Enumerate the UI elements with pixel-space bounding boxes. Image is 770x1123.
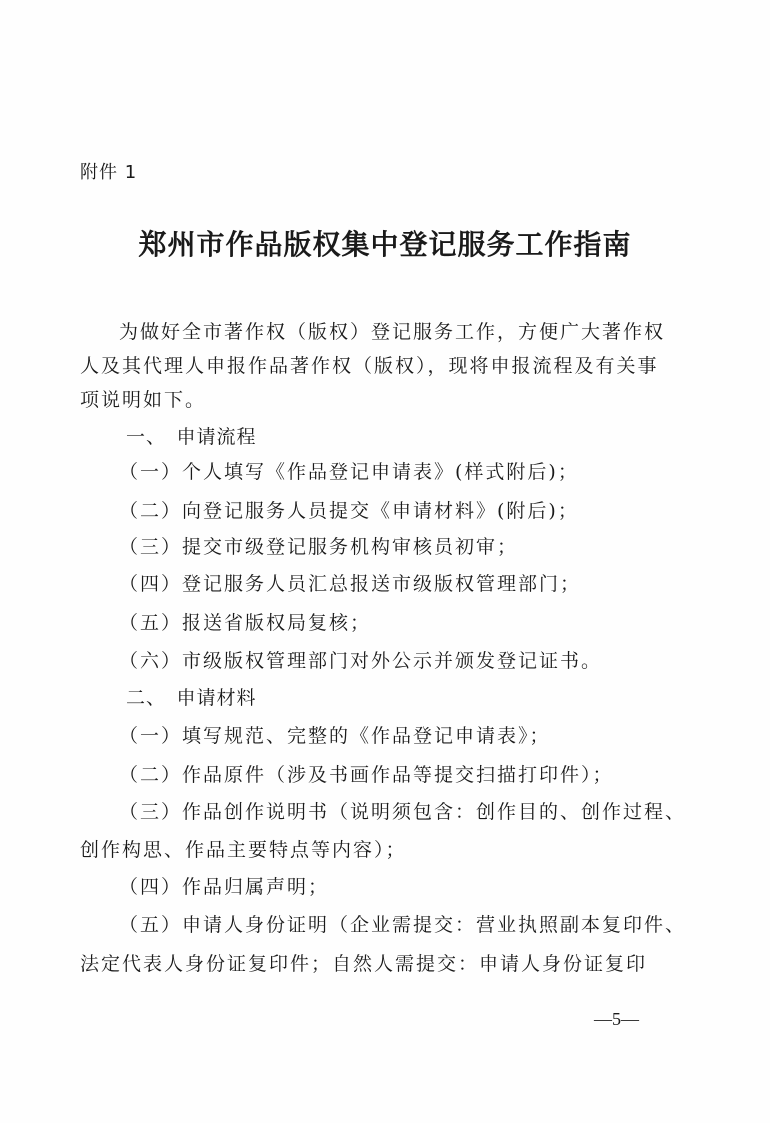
materials-line-7: 法定代表人身份证复印件；自然人需提交：申请人身份证复印 [80,953,648,975]
process-step-1: （一）个人填写《作品登记申请表》(样式附后)； [119,461,579,483]
materials-line-4: 创作构思、作品主要特点等内容）； [80,839,407,861]
materials-line-5: （四）作品归属声明； [119,876,330,898]
intro-line-3: 项说明如下。 [80,389,207,411]
materials-line-3: （三）作品创作说明书（说明须包含：创作目的、创作过程、 [119,801,687,823]
process-step-2: （二）向登记服务人员提交《申请材料》(附后)； [119,500,579,522]
process-step-3: （三）提交市级登记服务机构审核员初审； [119,536,519,558]
intro-line-1: 为做好全市著作权（版权）登记服务工作，方便广大著作权 [119,321,666,343]
process-step-4: （四）登记服务人员汇总报送市级版权管理部门； [119,573,582,595]
materials-line-1: （一）填写规范、完整的《作品登记申请表》； [119,725,551,747]
attachment-label: 附件 1 [80,162,138,183]
materials-line-2: （二）作品原件（涉及书画作品等提交扫描打印件）； [119,764,614,786]
section-heading-application-materials: 二、 申请材料 [126,687,257,709]
document-title: 郑州市作品版权集中登记服务工作指南 [138,228,632,261]
process-step-5: （五）报送省版权局复核； [119,612,372,634]
materials-line-6: （五）申请人身份证明（企业需提交：营业执照副本复印件、 [119,914,687,936]
section-heading-application-process: 一、 申请流程 [126,426,257,448]
process-step-6: （六）市级版权管理部门对外公示并颁发登记证书。 [119,650,603,672]
page-number: —5— [594,1009,639,1029]
intro-line-2: 人及其代理人申报作品著作权（版权），现将申报流程及有关事 [80,355,659,377]
